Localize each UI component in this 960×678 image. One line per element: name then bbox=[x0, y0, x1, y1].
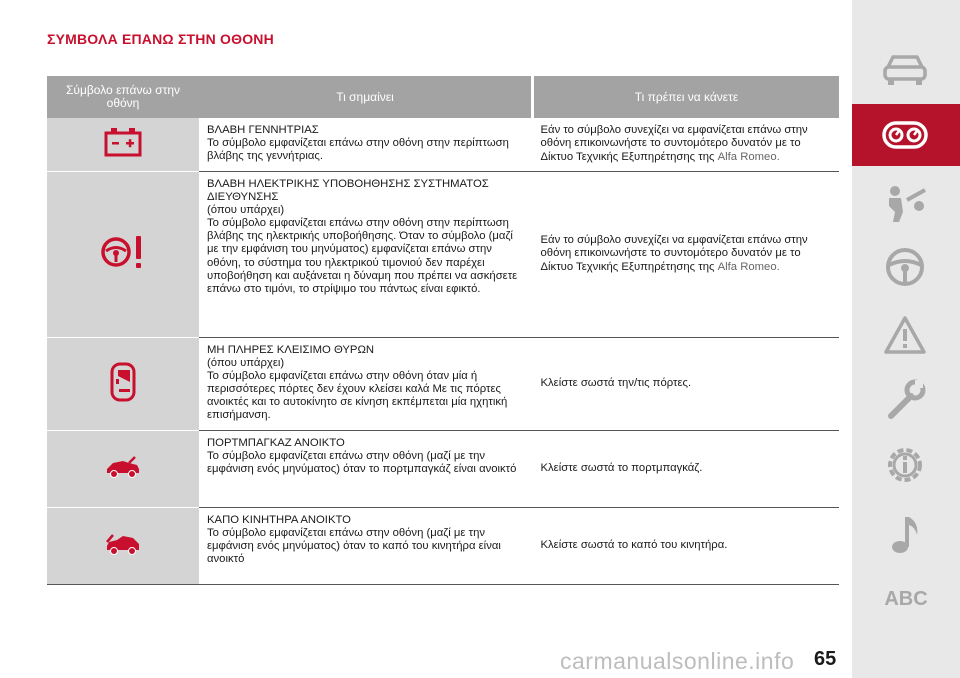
wrench-icon bbox=[883, 378, 927, 422]
sidebar-item-emergency[interactable] bbox=[880, 313, 930, 357]
sidebar-item-safety[interactable] bbox=[880, 182, 930, 226]
symbol-cell bbox=[47, 338, 199, 431]
page-title: ΣΥΜΒΟΛΑ ΕΠΑΝΩ ΣΤΗΝ ΟΘΟΝΗ bbox=[47, 31, 274, 47]
sidebar-item-car[interactable] bbox=[880, 48, 930, 92]
warning-triangle-icon bbox=[883, 315, 927, 355]
door-open-icon bbox=[108, 362, 138, 402]
steering-wheel-icon bbox=[884, 246, 926, 288]
symbol-cell bbox=[47, 507, 199, 584]
hood-open-icon bbox=[105, 532, 141, 556]
sidebar-item-maintenance[interactable] bbox=[880, 378, 930, 422]
action-cell bbox=[533, 118, 840, 172]
steering-warning-icon bbox=[100, 232, 146, 272]
sidebar-item-instruments[interactable] bbox=[880, 113, 930, 157]
action-text: Κλείστε σωστά το πορτμπαγκάζ. bbox=[540, 461, 703, 474]
symbol-cell bbox=[47, 172, 199, 338]
meaning-cell: ΒΛΑΒΗ ΓΕΝΝΗΤΡΙΑΣ Το σύμβολο εμφανίζεται επάνω στην οθόνη στην περίπτωση βλάβης της γεννήτριας. bbox=[199, 118, 533, 172]
action-text: Εάν το σύμβολο συνεχίζει να εμφανίζεται επάνω στην οθόνη επικοινωνήστε το συντομότερο δυνατόν με το Δίκτυο Τεχνικής Εξυπηρέτησης της bbox=[540, 124, 808, 163]
music-note-icon bbox=[885, 513, 925, 557]
table-row bbox=[47, 430, 839, 507]
symbol-cell bbox=[47, 430, 199, 507]
table-row bbox=[47, 118, 839, 172]
header-meaning: Τι σημαίνει bbox=[199, 76, 533, 118]
battery-icon bbox=[104, 127, 142, 157]
action-cell bbox=[533, 172, 840, 338]
instrument-cluster-icon bbox=[881, 117, 929, 153]
sidebar-item-technical-data[interactable] bbox=[880, 443, 930, 487]
sidebar-item-multimedia[interactable] bbox=[880, 513, 930, 557]
sidebar-item-driving[interactable] bbox=[880, 245, 930, 289]
symbols-table bbox=[47, 76, 839, 585]
table-row bbox=[47, 338, 839, 431]
action-text: Κλείστε σωστά την/τις πόρτες. bbox=[540, 376, 692, 389]
brand-text: Alfa Romeo. bbox=[717, 260, 780, 273]
action-cell bbox=[533, 507, 840, 584]
action-cell bbox=[533, 430, 840, 507]
header-action: Τι πρέπει να κάνετε bbox=[533, 76, 840, 118]
sidebar-item-index[interactable]: ABC bbox=[884, 588, 928, 610]
table-header-row bbox=[47, 76, 839, 118]
meaning-cell: ΚΑΠΟ ΚΙΝΗΤΗΡΑ ΑΝΟΙΚΤΟ Το σύμβολο εμφανίζεται επάνω στην οθόνη (μαζί με την εμφάνιση ενός μηνύματος) όταν το καπό του κινητήρα είναι ανοικτό bbox=[199, 507, 533, 584]
info-gear-icon bbox=[883, 443, 927, 487]
action-cell bbox=[533, 338, 840, 431]
car-icon bbox=[882, 53, 928, 87]
header-symbol: Σύμβολο επάνω στην οθόνη bbox=[47, 76, 199, 118]
symbol-cell bbox=[47, 118, 199, 172]
meaning-cell: ΜΗ ΠΛΗΡΕΣ ΚΛΕΙΣΙΜΟ ΘΥΡΩΝ (όπου υπάρχει) Το σύμβολο εμφανίζεται επάνω στην οθόνη όταν μία ή περισσότερες πόρτες δεν έχουν κλείσει καλά Με τις πόρτες ανοικτές και το αυτοκίνητο σε κίνηση εκπέμπεται μία ηχητική επισήμανση. bbox=[199, 338, 533, 431]
meaning-cell: ΠΟΡΤΜΠΑΓΚΑΖ ΑΝΟΙΚΤΟ Το σύμβολο εμφανίζεται επάνω στην οθόνη (μαζί με την εμφάνιση ενός μηνύματος) όταν το πορτμπαγκάζ είναι ανοικτό bbox=[199, 430, 533, 507]
meaning-cell: ΒΛΑΒΗ ΗΛΕΚΤΡΙΚΗΣ ΥΠΟΒΟΗΘΗΣΗΣ ΣΥΣΤΗΜΑΤΟΣ ΔΙΕΥΘΥΝΣΗΣ (όπου υπάρχει) Το σύμβολο εμφανίζεται επάνω στην οθόνη στην περίπτωση βλάβης της ηλεκτρικής υποβοήθησης. Όταν το σύμβολο (μαζί με την εμφάνιση του μηνύματος) εμφανίζεται επάνω στην οθόνη, το σύστημα του ηλεκτρικού τιμονιού δεν παρέχει υποβοήθηση και αυξάνεται η δύναμη που πρέπει να ασκήσετε επάνω στο τιμόνι, το στρίψιμο του πάντως είναι εφικτό. bbox=[199, 172, 533, 338]
table-row bbox=[47, 172, 839, 338]
action-text: Εάν το σύμβολο συνεχίζει να εμφανίζεται επάνω στην οθόνη επικοινωνήστε το συντομότερο δυνατόν με το Δίκτυο Τεχνικής Εξυπηρέτησης της bbox=[540, 234, 808, 273]
brand-text: Alfa Romeo. bbox=[717, 150, 780, 163]
seatbelt-passenger-icon bbox=[881, 184, 929, 224]
table-row bbox=[47, 507, 839, 584]
page-number: 65 bbox=[814, 648, 837, 670]
action-text: Κλείστε σωστά το καπό του κινητήρα. bbox=[540, 538, 728, 551]
watermark: carmanualsonline.info bbox=[560, 648, 795, 674]
trunk-open-icon bbox=[105, 455, 141, 479]
